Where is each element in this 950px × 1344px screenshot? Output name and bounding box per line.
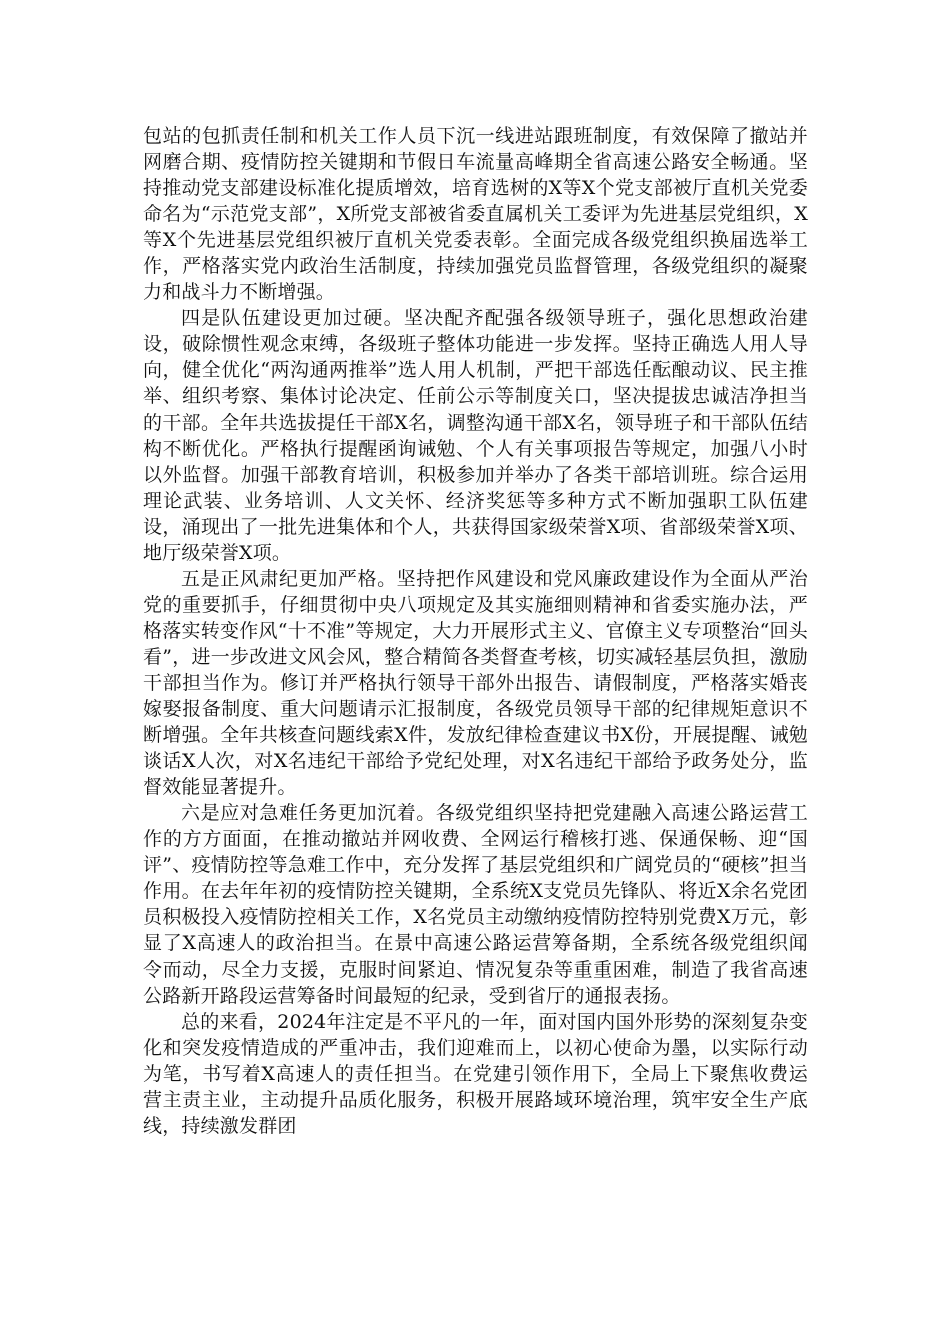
paragraph-discipline: 五是正风肃纪更加严格。坚持把作风建设和党风廉政建设作为全面从严治党的重要抓手，仔细贯彻中央八项规定及其实施细则精神和省委实施办法，严格落实转变作风“十不准”等规定，大力开展形式主义、官僚主义专项整治“回头看”，进一步改进文风会风，整合精简各类督查考核，切实减轻基层负担，激励干部担当作为。修订并严格执行领导干部外出报告、请假制度，严格落实婚丧嫁娶报备制度、重大问题请示汇报制度，各级党员领导干部的纪律规矩意识不断增强。全年共核查问题线索X件，发放纪律检查建议书X份，开展提醒、诫勉谈话X人次，对X名违纪干部给予党纪处理，对X名违纪干部给予政务处分，监督效能显著提升。 [143, 567, 808, 799]
document-body [143, 123, 808, 1139]
paragraph-summary: 总的来看，2024年注定是不平凡的一年，面对国内国外形势的深刻复杂变化和突发疫情造成的严重冲击，我们迎难而上，以初心使命为墨，以实际行动为笔，书写着X高速人的责任担当。在党建引领作用下，全局上下聚焦收费运营主责主业，主动提升品质化服务，积极开展路域环境治理，筑牢安全生产底线，持续激发群团 [143, 1010, 808, 1137]
paragraph-urgent-tasks: 六是应对急难任务更加沉着。各级党组织坚持把党建融入高速公路运营工作的方方面面，在推动撤站并网收费、全网运行稽核打逃、保通保畅、迎“国评”、疫情防控等急难工作中，充分发挥了基层党组织和广阔党员的“硬核”担当作用。在去年年初的疫情防控关键期，全系统X支党员先锋队、将近X余名党团员积极投入疫情防控相关工作，X名党员主动缴纳疫情防控特别党费X万元，彰显了X高速人的政治担当。在景中高速公路运营筹备期，全系统各级党组织闻令而动，尽全力支援，克服时间紧迫、情况复杂等重重困难，制造了我省高速公路新开路段运营筹备时间最短的纪录，受到省厅的通报表扬。 [143, 802, 808, 1007]
paragraph-team-building: 四是队伍建设更加过硬。坚决配齐配强各级领导班子，强化思想政治建设，破除惯性观念束缚，各级班子整体功能进一步发挥。坚持正确选人用人导向，健全优化“两沟通两推举”选人用人机制，严把干部选任酝酿动议、民主推举、组织考察、集体讨论决定、任前公示等制度关口，坚决提拔忠诚洁净担当的干部。全年共选拔提任干部X名，调整沟通干部X名，领导班子和干部队伍结构不断优化。严格执行提醒函询诫勉、个人有关事项报告等规定，加强八小时以外监督。加强干部教育培训，积极参加并举办了各类干部培训班。综合运用理论武装、业务培训、人文关怀、经济奖惩等多种方式不断加强职工队伍建设，涌现出了一批先进集体和个人，共获得国家级荣誉X项、省部级荣誉X项、地厅级荣誉X项。 [143, 307, 808, 564]
paragraph-party-branch-continued: 包站的包抓责任制和机关工作人员下沉一线进站跟班制度，有效保障了撤站并网磨合期、疫情防控关键期和节假日车流量高峰期全省高速公路安全畅通。坚持推动党支部建设标准化提质增效，培育选树的X等X个党支部被厅直机关党委命名为“示范党支部”，X所党支部被省委直属机关工委评为先进基层党组织，X等X个先进基层党组织被厅直机关党委表彰。全面完成各级党组织换届选举工作，严格落实党内政治生活制度，持续加强党员监督管理，各级党组织的凝聚力和战斗力不断增强。 [143, 125, 808, 304]
